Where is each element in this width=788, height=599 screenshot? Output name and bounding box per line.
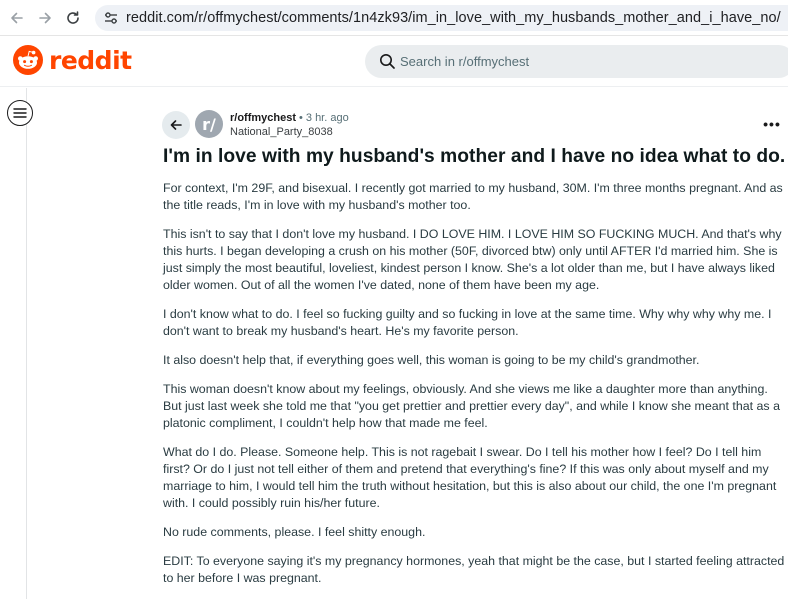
post-body [163, 180, 785, 599]
post-back-button[interactable] [162, 111, 190, 139]
post-paragraph: EDIT: To everyone saying it's my pregnancy hormones, yeah that might be the case, but I started feeling attracted to her before I was pregnant. [163, 554, 785, 585]
search-input[interactable] [365, 45, 788, 78]
post-paragraph: This woman doesn't know about my feelings, obviously. And she views me like a daughter more than anything. But just last week she told me that "you get prettier and prettier every day", and while I know she meant that as a platonic compliment, I couldn't help how that made me feel. [163, 382, 780, 430]
post-paragraph: What do I do. Please. Someone help. This is not ragebait I swear. Do I tell his mother how I feel? Do I tell him first? Or do I just not tell either of them and pretend that everything's fine? If this was only about myself and my marriage to him, I would tell him the truth without hesitation, but this is also about our child, the one I'm pregnant with. I could possibly ruin his/her future. [163, 445, 777, 510]
reddit-logo[interactable] [13, 45, 132, 75]
reddit-snoo-icon [13, 45, 43, 75]
address-bar[interactable] [95, 5, 788, 31]
post-paragraph: I don't know what to do. I feel so fucking guilty and so fucking in love at the same time. Why why why why me. I don't want to break my husband's heart. He's my favorite person. [163, 307, 772, 338]
post-time: 3 hr. ago [305, 112, 349, 124]
reddit-header [0, 37, 788, 87]
meta-separator: • [299, 112, 303, 124]
post-paragraph: This isn't to say that I don't love my husband. I DO LOVE HIM. I LOVE HIM SO FUCKING MUCH. And that's why this hurts. I began developing a crush on his mother (50F, divorced btw) only until AFTER I'd married him. She is just simply the most beautiful, loveliest, kindest person I know. She's a lot older than me, but I have always liked older women. Out of all the women I've dated, none of them have been my age. [163, 227, 782, 292]
reload-icon[interactable] [63, 8, 83, 28]
browser-toolbar [0, 0, 788, 36]
site-settings-icon[interactable] [103, 10, 119, 26]
search-icon [379, 53, 396, 70]
subreddit-link[interactable]: r/offmychest [230, 112, 297, 124]
post-title: I'm in love with my husband's mother and I have no idea what to do. [163, 146, 786, 167]
forward-arrow-icon[interactable] [35, 8, 55, 28]
reddit-wordmark: reddit [49, 45, 132, 75]
subreddit-avatar[interactable]: r/ [195, 110, 223, 138]
post-paragraph: It also doesn't help that, if everything goes well, this woman is going to be my child's grandmother. [163, 353, 700, 367]
arrow-left-icon [169, 118, 183, 132]
post-paragraph: No rude comments, please. I feel shitty enough. [163, 525, 426, 539]
author-link[interactable]: National_Party_8038 [230, 126, 333, 138]
menu-icon[interactable] [7, 100, 33, 126]
post-paragraph: For context, I'm 29F, and bisexual. I recently got married to my husband, 30M. I'm three months pregnant. And as the title reads, I'm in love with my husband's mother too. [163, 181, 783, 212]
url-text[interactable]: reddit.com/r/offmychest/comments/1n4zk93/im_in_love_with_my_husbands_mother_and_i_have_no/ [126, 10, 781, 26]
search-placeholder: Search in r/offmychest [400, 54, 530, 69]
back-arrow-icon[interactable] [7, 8, 27, 28]
more-options-icon[interactable]: ••• [763, 116, 781, 132]
sidebar-divider [26, 88, 27, 599]
post-meta [230, 112, 349, 124]
